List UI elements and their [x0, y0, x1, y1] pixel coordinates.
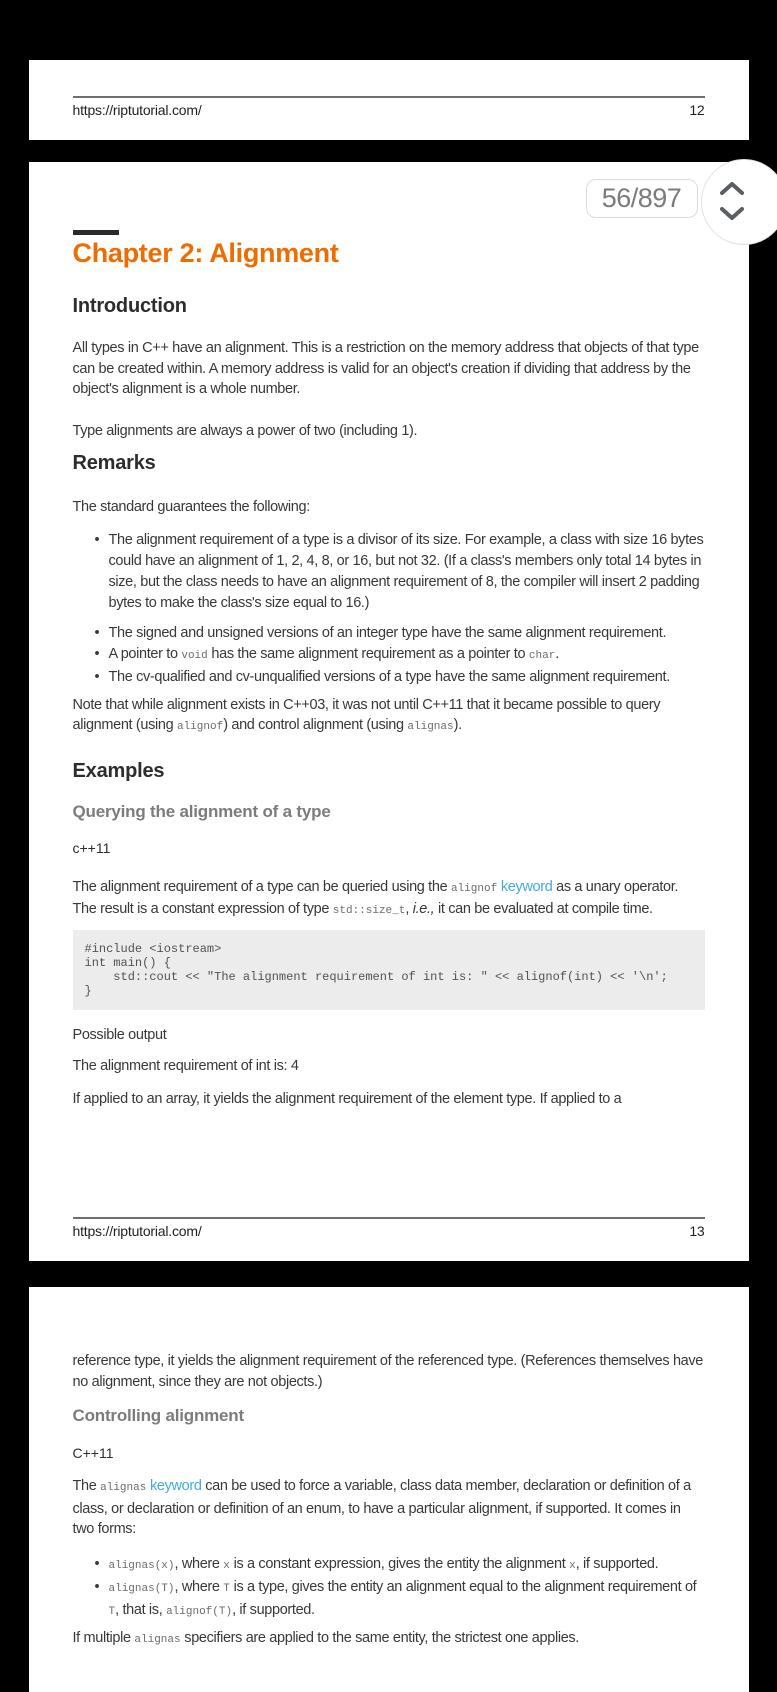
list-item: [73, 1577, 705, 1623]
footer-divider: [73, 1217, 705, 1219]
list-item: [73, 667, 705, 688]
paragraph: Type alignments are always a power of two (including 1).: [73, 421, 705, 442]
code-line: #include <iostream>: [85, 942, 693, 956]
text-run: ,: [405, 901, 412, 917]
text-run: i.e.,: [413, 901, 435, 917]
alignas-forms-list: [73, 1554, 705, 1623]
inline-code: alignas: [100, 1482, 146, 1494]
page-up-button[interactable]: [719, 180, 745, 198]
text-run: , where: [175, 1579, 224, 1595]
chapter-rule: [73, 230, 119, 235]
inline-code: char: [529, 650, 555, 662]
inline-code: alignof: [177, 721, 223, 733]
text-run: The cv-qualified and cv-unqualified versions of a type have the same alignment requirement.: [109, 669, 670, 685]
page-12-fragment: [29, 60, 749, 140]
inline-code: alignof: [451, 883, 497, 895]
program-output: The alignment requirement of int is: 4: [73, 1056, 705, 1077]
code-line: int main() {: [85, 956, 693, 970]
example-title: Querying the alignment of a type: [73, 802, 705, 822]
text-run: has the same alignment requirement as a pointer to: [208, 646, 529, 662]
example-title: Controlling alignment: [73, 1406, 705, 1426]
inline-code: x: [569, 1560, 576, 1572]
pdf-viewer: [29, 0, 749, 1560]
text-run: , if supported.: [232, 1602, 315, 1618]
examples-heading: Examples: [73, 759, 705, 783]
text-run: can be used to force a variable, class data member, declaration or definition of a class, or declaration or definition of an enum, to have a particular alignment, if supported. It comes in two forms:: [73, 1478, 691, 1537]
possible-output-label: Possible output: [73, 1025, 705, 1046]
inline-code: T: [223, 1583, 230, 1595]
remarks-list-2: [73, 623, 705, 688]
page-14-fragment: [29, 1351, 749, 1692]
footer-page-number: 12: [689, 102, 704, 118]
page-12-footer: [73, 96, 705, 118]
introduction-heading: Introduction: [73, 294, 705, 318]
doc-link[interactable]: keyword: [501, 879, 553, 895]
text-run: ) and control alignment (using: [223, 717, 407, 733]
chapter-title: Chapter 2: Alignment: [73, 237, 705, 269]
text-run: , where: [175, 1556, 224, 1572]
footer-url: https://riptutorial.com/: [73, 1223, 202, 1239]
paragraph: reference type, it yields the alignment requirement of the referenced type. (References themselves have no alignment, since they are not objects.): [73, 1351, 705, 1392]
doc-link[interactable]: keyword: [150, 1478, 202, 1494]
page-13: [29, 230, 749, 1261]
footer-url: https://riptutorial.com/: [73, 102, 202, 118]
code-line: std::cout << "The alignment requirement of int is: " << alignof(int) << '\n';: [85, 970, 693, 984]
text-run: it can be evaluated at compile time.: [434, 901, 652, 917]
chevron-up-icon: [719, 180, 745, 198]
inline-code: alignas(x): [109, 1560, 175, 1572]
inline-code: alignas: [134, 1634, 180, 1646]
text-run: specifiers are applied to the same entity, the strictest one applies.: [181, 1630, 579, 1646]
clipped-paragraph: [73, 1628, 705, 1651]
inline-code: x: [223, 1560, 230, 1572]
text-run: , that is,: [115, 1602, 166, 1618]
page-gap: [29, 1261, 749, 1287]
paragraph: [73, 1476, 705, 1540]
text-run: A pointer to: [109, 646, 182, 662]
list-item: [73, 644, 705, 667]
code-block: [73, 930, 705, 1010]
inline-code: alignas: [407, 721, 453, 733]
text-run: The alignment requirement of a type can be queried using the: [73, 879, 451, 895]
footer-divider: [73, 96, 705, 98]
code-line: }: [85, 984, 693, 998]
paragraph: [73, 695, 705, 738]
list-item: [73, 530, 705, 614]
paragraph: The standard guarantees the following:: [73, 497, 705, 518]
text-run: is a type, gives the entity an alignment equal to the alignment requirement of: [230, 1579, 696, 1595]
page-13-footer: [73, 1217, 705, 1239]
text-run: If multiple: [73, 1630, 135, 1646]
inline-code: alignas(T): [109, 1583, 175, 1595]
paragraph: If applied to an array, it yields the alignment requirement of the element type. If applied to a: [73, 1089, 705, 1110]
text-run: The signed and unsigned versions of an integer type have the same alignment requirement.: [109, 625, 667, 641]
inline-code: std::size_t: [333, 905, 406, 917]
inline-code: void: [181, 650, 207, 662]
text-run: The alignment requirement of a type is a divisor of its size. For example, a class with size 16 bytes could have an alignment of 1, 2, 4, 8, or 16, but not 32. (If a class's members only total 14 bytes in size, but the class needs to have an alignment requirement of 8, the compiler will insert 2 padding bytes to make the class's size equal to 16.): [109, 532, 704, 611]
text-run: is a constant expression, gives the entity the alignment: [230, 1556, 569, 1572]
list-item: [73, 1554, 705, 1577]
page-indicator[interactable]: [586, 179, 698, 218]
remarks-list-1: [73, 530, 705, 614]
footer-page-number: 13: [689, 1223, 704, 1239]
paragraph: [73, 877, 705, 922]
inline-code: T: [109, 1606, 116, 1618]
viewer-background-top: [29, 0, 749, 60]
inline-code: alignof(T): [166, 1606, 232, 1618]
paragraph: All types in C++ have an alignment. This is a restriction on the memory address that objects of that type can be created within. A memory address is valid for an object's creation if dividing that address by the object's alignment is a whole number.: [73, 338, 705, 400]
page-down-button[interactable]: [719, 204, 745, 222]
version-badge: C++11: [73, 1445, 705, 1462]
remarks-heading: Remarks: [73, 451, 705, 475]
text-run: ).: [454, 717, 462, 733]
text-run: as a unary operator. The result is a constant expression of type: [73, 879, 679, 918]
text-run: .: [555, 646, 559, 662]
text-run: The: [73, 1478, 101, 1494]
page-indicator-value: 56/897: [602, 183, 682, 214]
version-badge: c++11: [73, 840, 705, 857]
text-run: Note that while alignment exists in C++03, it was not until C++11 that it became possible to query alignment (using: [73, 697, 661, 734]
list-item: [73, 623, 705, 644]
text-run: , if supported.: [576, 1556, 659, 1572]
page-gap: [29, 140, 749, 162]
chevron-down-icon: [719, 204, 745, 222]
